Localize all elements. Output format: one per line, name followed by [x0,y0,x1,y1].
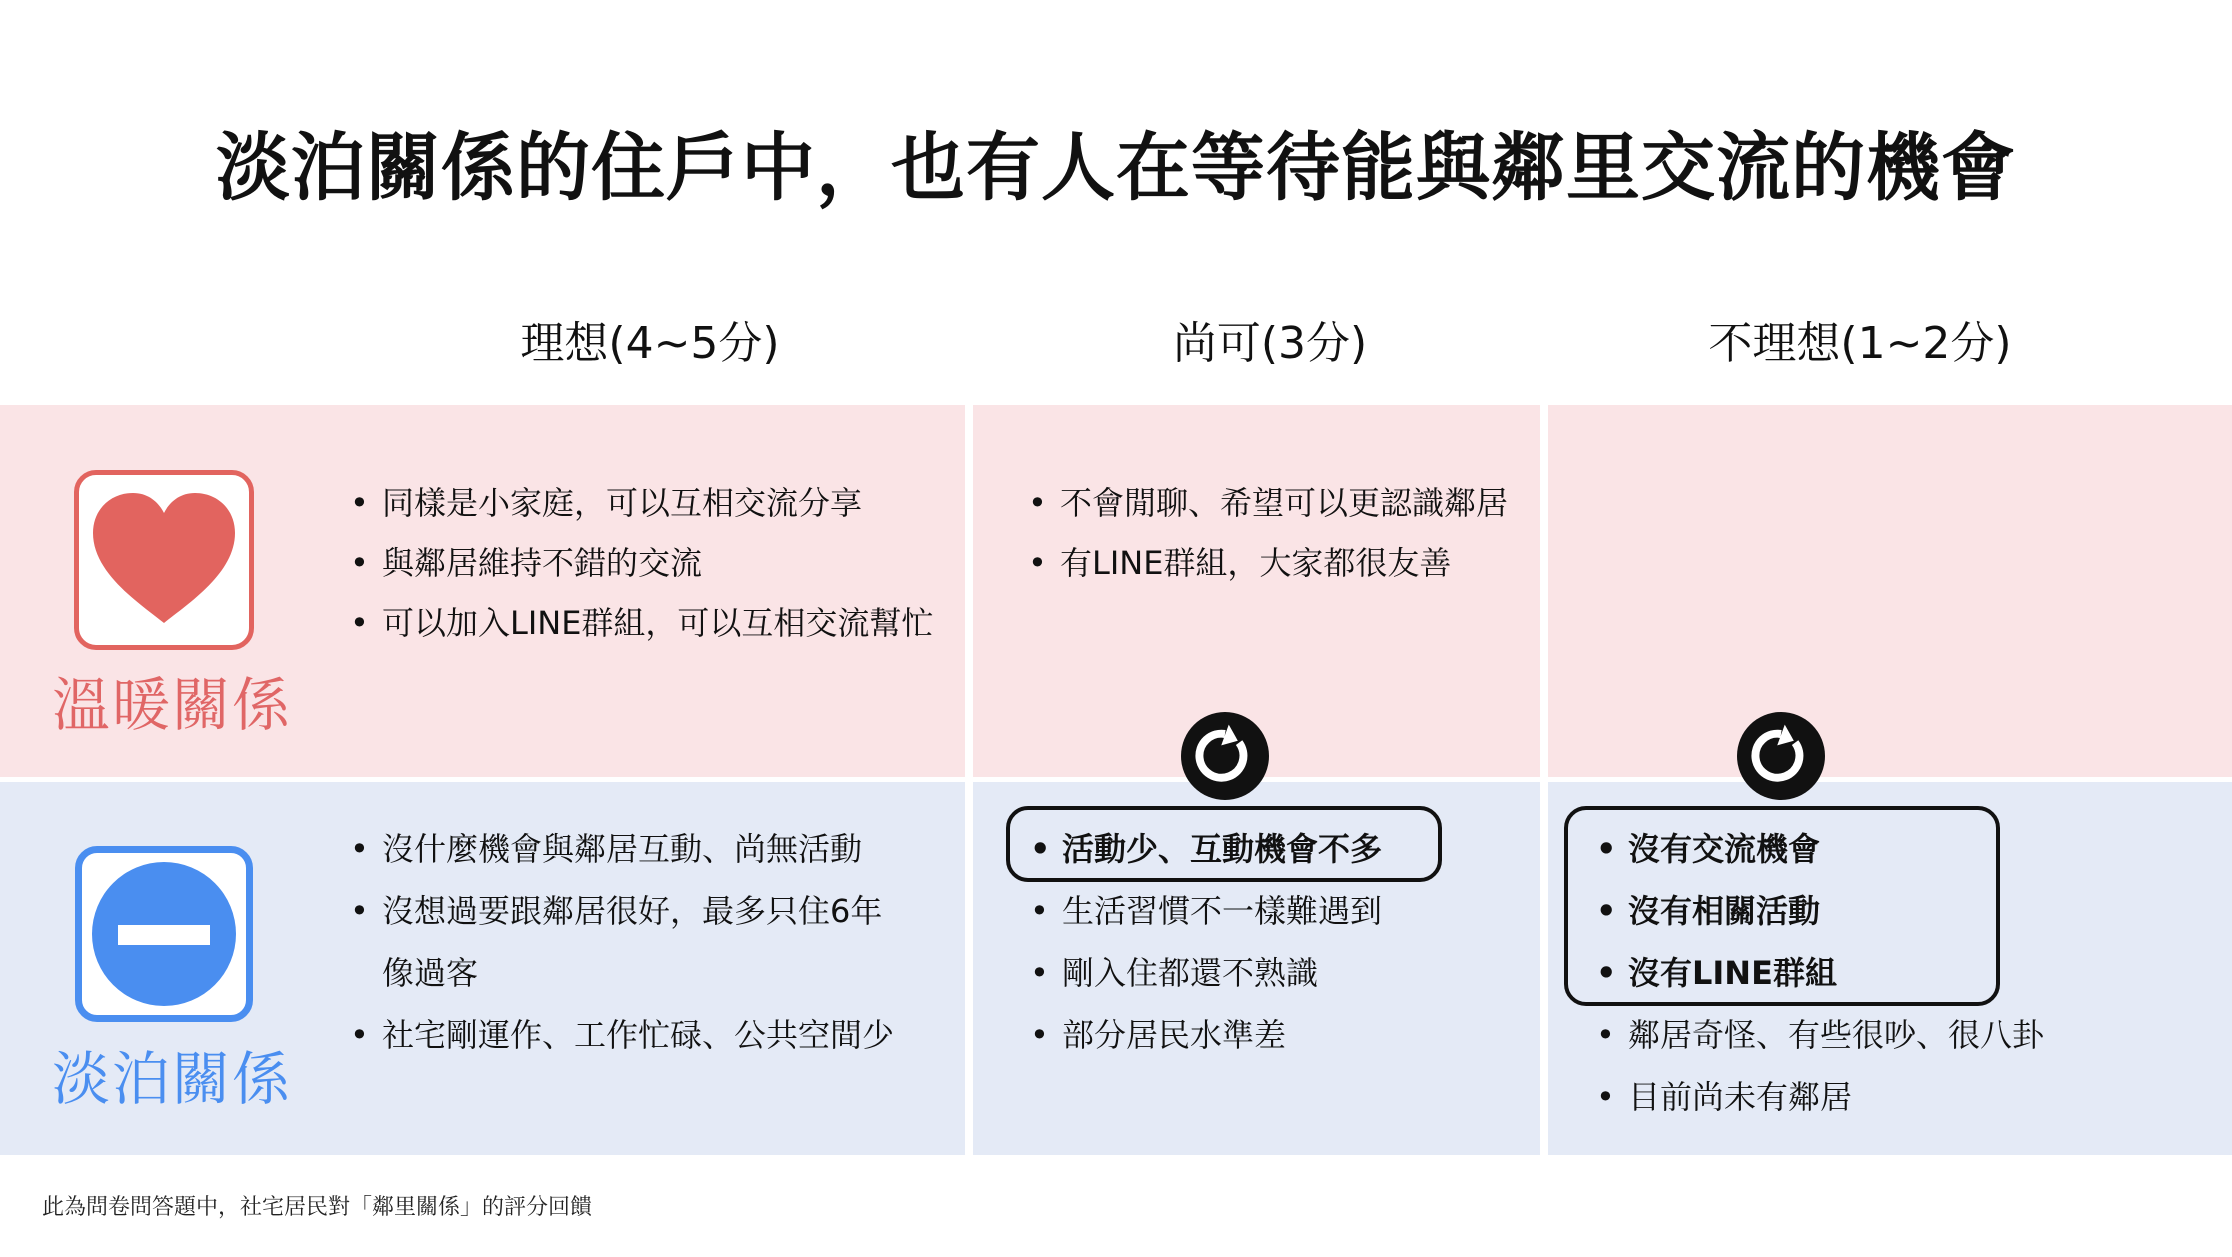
warm-ok-list [1028,473,1508,593]
list-item-continuation: 像過客 [382,954,479,992]
list-item: • 沒有相關活動 [1596,892,1821,930]
list-item: • 鄰居奇怪、有些很吵、很八卦 [1596,1016,2045,1054]
column-divider [1540,405,1548,1155]
list-item: • 沒有交流機會 [1596,830,1821,868]
list-item: • 同樣是小家庭，可以互相交流分享 [350,484,863,522]
list-item: • 目前尚未有鄰居 [1596,1078,1853,1116]
heart-icon [74,470,254,650]
footnote: 此為問卷問答題中，社宅居民對「鄰里關係」的評分回饋 [42,1195,593,1220]
list-item: • 不會閒聊、希望可以更認識鄰居 [1028,484,1509,522]
warm-ideal-list [350,473,933,653]
list-item: • 部分居民水準差 [1030,1016,1287,1054]
cool-relationship-label: 淡泊關係 [52,1045,293,1113]
list-item: • 有LINE群組，大家都很友善 [1028,544,1452,582]
column-header-ok: 尚可(3分) [1172,318,1368,369]
warm-relationship-label: 溫暖關係 [52,671,293,739]
list-item: • 活動少、互動機會不多 [1030,830,1383,868]
column-header-ideal: 理想(4~5分) [520,318,780,369]
cool-ideal-list [350,818,894,1066]
row-divider [0,777,2232,782]
list-item: • 可以加入LINE群組，可以互相交流幫忙 [350,604,934,642]
no-entry-icon [75,846,253,1022]
list-item: • 剛入住都還不熟識 [1030,954,1319,992]
column-divider [965,405,973,1155]
highlight-box [1564,806,2000,1006]
highlight-box [1006,806,1442,882]
list-item: • 沒想過要跟鄰居很好，最多只住6年 [350,892,883,930]
column-header-not-ideal: 不理想(1~2分) [1708,318,2012,369]
refresh-icon [1736,711,1826,801]
list-item: • 社宅剛運作、工作忙碌、公共空間少 [350,1016,895,1054]
list-item: • 與鄰居維持不錯的交流 [350,544,703,582]
list-item: • 沒有LINE群組 [1596,954,1837,992]
list-item: • 沒什麼機會與鄰居互動、尚無活動 [350,830,863,868]
page-title: 淡泊關係的住戶中，也有人在等待能與鄰里交流的機會 [216,125,2016,211]
refresh-icon [1180,711,1270,801]
list-item: • 生活習慣不一樣難遇到 [1030,892,1383,930]
